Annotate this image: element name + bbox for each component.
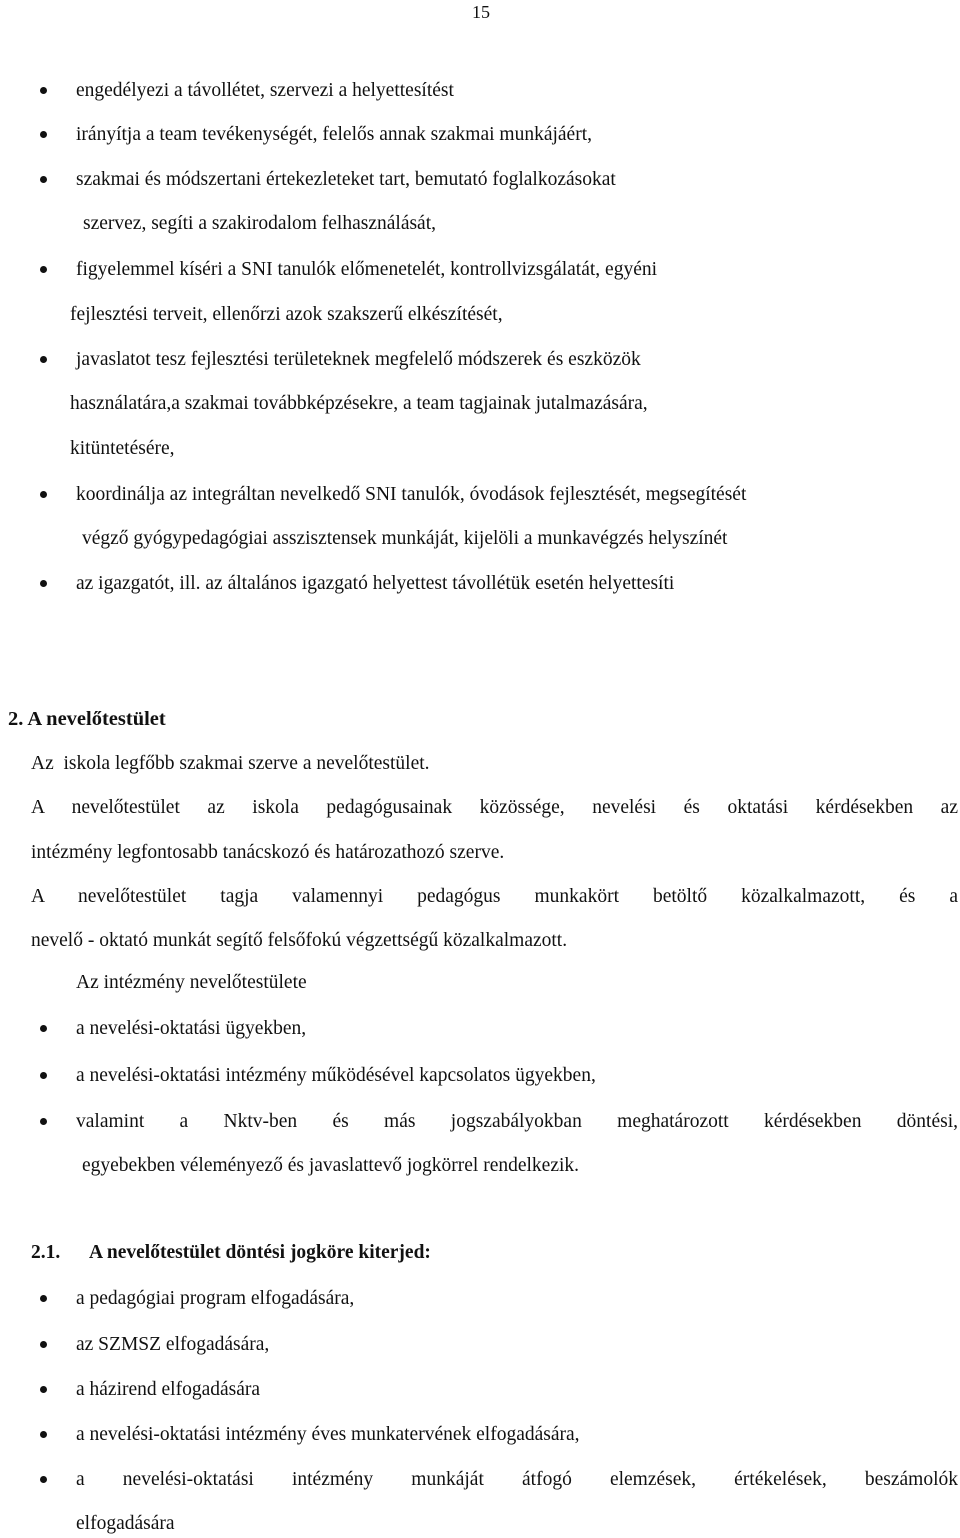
subsection-heading (31, 1241, 431, 1265)
list-item: valamint a Nktv-ben és más jogszabályokban meghatározott kérdésekben döntési, (76, 1111, 958, 1132)
list-item: a nevelési-oktatási intézmény éves munkatervének elfogadására, (76, 1424, 580, 1445)
bullet-icon (40, 1118, 47, 1125)
list-item: a nevelési-oktatási ügyekben, (76, 1018, 307, 1039)
list-item-continuation: szervez, segíti a szakirodalom felhasználását, (83, 213, 437, 234)
paragraph-line: Az intézmény nevelőtestülete (76, 972, 307, 993)
list-item-continuation: egyebekben véleményező és javaslattevő jogkörrel rendelkezik. (82, 1155, 580, 1176)
bullet-icon (40, 87, 47, 94)
bullet-icon (40, 1025, 47, 1032)
list-item-continuation: használatára,a szakmai továbbképzésekre, a team tagjainak jutalmazására, (70, 393, 648, 414)
page-number: 15 (472, 2, 490, 22)
section-heading (8, 707, 166, 731)
list-item: engedélyezi a távollétet, szervezi a helyettesítést (76, 80, 454, 101)
list-item: javaslatot tesz fejlesztési területeknek megfelelő módszerek és eszközök (76, 349, 641, 370)
list-item-continuation: elfogadására (76, 1513, 175, 1534)
list-item: a nevelési-oktatási intézmény működésével kapcsolatos ügyekben, (76, 1065, 596, 1086)
bullet-icon (40, 1386, 47, 1393)
paragraph-line: nevelő - oktató munkát segítő felsőfokú végzettségű közalkalmazott. (31, 930, 568, 951)
bullet-icon (40, 356, 47, 363)
bullet-icon (40, 176, 47, 183)
list-item-continuation: végző gyógypedagógiai asszisztensek munkáját, kijelöli a munkavégzés helyszínét (82, 528, 728, 549)
list-item: koordinálja az integráltan nevelkedő SNI tanulók, óvodások fejlesztését, megsegítését (76, 484, 747, 505)
list-item: az igazgatót, ill. az általános igazgató helyettest távollétük esetén helyettesíti (76, 573, 675, 594)
list-item: szakmai és módszertani értekezleteket tart, bemutató foglalkozásokat (76, 169, 616, 190)
bullet-icon (40, 266, 47, 273)
paragraph-line: Az iskola legfőbb szakmai szerve a nevelőtestület. (31, 753, 430, 774)
subsection-title: A nevelőtestület döntési jogköre kiterjed: (89, 1242, 431, 1263)
list-item: az SZMSZ elfogadására, (76, 1334, 270, 1355)
bullet-icon (40, 131, 47, 138)
bullet-icon (40, 491, 47, 498)
list-item: a nevelési-oktatási intézmény munkáját átfogó elemzések, értékelések, beszámolók (76, 1469, 958, 1490)
paragraph-line: A nevelőtestület az iskola pedagógusainak közössége, nevelési és oktatási kérdésekben az (31, 797, 958, 818)
list-item: figyelemmel kíséri a SNI tanulók előmenetelét, kontrollvizsgálatát, egyéni (76, 259, 658, 280)
paragraph-line: A nevelőtestület tagja valamennyi pedagógus munkakört betöltő közalkalmazott, és a (31, 886, 958, 907)
list-item: a pedagógiai program elfogadására, (76, 1288, 355, 1309)
bullet-icon (40, 1295, 47, 1302)
section-title: A nevelőtestület (27, 708, 166, 730)
list-item: a házirend elfogadására (76, 1379, 261, 1400)
paragraph-line: intézmény legfontosabb tanácskozó és határozathozó szerve. (31, 842, 505, 863)
bullet-icon (40, 1072, 47, 1079)
section-number: 2. (8, 708, 24, 730)
bullet-icon (40, 1431, 47, 1438)
list-item-continuation: fejlesztési terveit, ellenőrzi azok szakszerű elkészítését, (70, 304, 503, 325)
list-item-continuation: kitüntetésére, (70, 438, 175, 459)
bullet-icon (40, 1341, 47, 1348)
bullet-icon (40, 1476, 47, 1483)
list-item: irányítja a team tevékenységét, felelős annak szakmai munkájáért, (76, 124, 592, 145)
subsection-number: 2.1. (31, 1242, 61, 1263)
bullet-icon (40, 580, 47, 587)
